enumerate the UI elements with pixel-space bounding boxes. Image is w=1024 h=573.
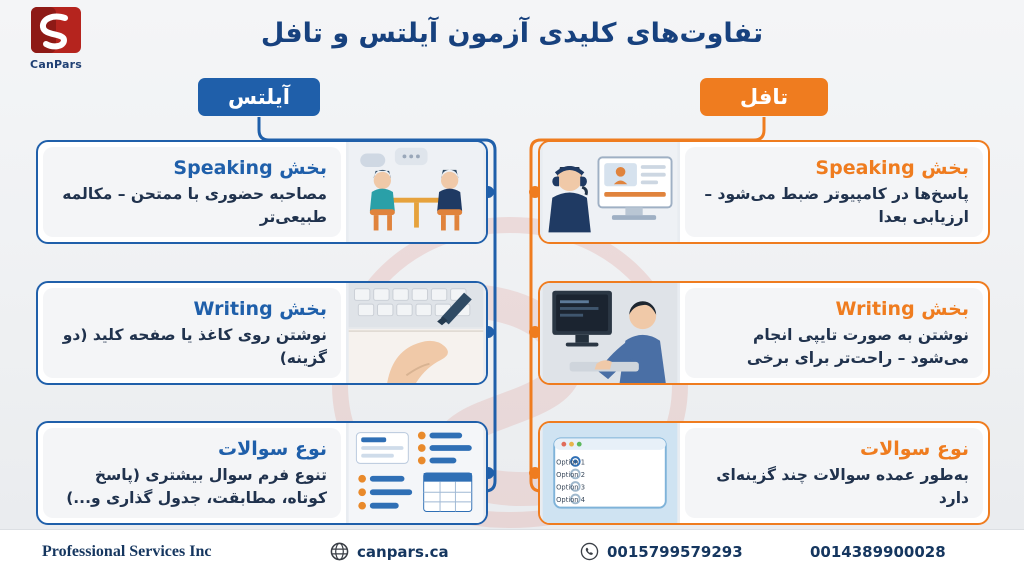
forms-lists-tables-icons bbox=[346, 423, 486, 523]
card-ielts-question-types bbox=[36, 421, 488, 525]
footer-company: Professional Services Inc bbox=[42, 542, 212, 560]
card-text: به‌طور عمده سوالات چند گزینه‌ای دارد bbox=[716, 466, 969, 507]
card-heading: بخش Speaking bbox=[173, 157, 327, 180]
card-toefl-speaking bbox=[538, 140, 990, 244]
footer-bar bbox=[0, 529, 1024, 573]
card-toefl-question-types bbox=[538, 421, 990, 525]
column-header-toefl: تافل bbox=[700, 78, 828, 116]
footer-phone-1[interactable] bbox=[580, 542, 743, 561]
svg-text:Option 3: Option 3 bbox=[556, 483, 585, 492]
footer-phone-2[interactable] bbox=[810, 543, 946, 561]
svg-text:Option 4: Option 4 bbox=[556, 495, 585, 504]
column-header-ielts: آیلتس bbox=[198, 78, 320, 116]
card-ielts-writing bbox=[36, 281, 488, 385]
card-heading: نوع سوالات bbox=[860, 438, 969, 461]
card-text: تنوع فرم سوال بیشتری (پاسخ کوتاه، مطابقت، جدول گذاری و...) bbox=[66, 466, 327, 507]
card-text: نوشتن به صورت تایپی انجام می‌شود – راحت‌تر برای برخی bbox=[746, 326, 969, 367]
person-typing-at-desktop-photo bbox=[540, 283, 680, 383]
footer-website[interactable] bbox=[330, 542, 449, 561]
card-text: مصاحبه حضوری با ممتحن – مکالمه طبیعی‌تر bbox=[62, 185, 327, 226]
card-heading: بخش Writing bbox=[835, 298, 969, 321]
footer-phone-2-text: 0014389900028 bbox=[810, 542, 946, 561]
svg-text:Option 1: Option 1 bbox=[556, 458, 585, 467]
footer-website-text: canpars.ca bbox=[357, 542, 449, 561]
card-toefl-writing bbox=[538, 281, 990, 385]
card-heading: بخش Speaking bbox=[815, 157, 969, 180]
multiple-choice-screen-illustration bbox=[540, 423, 680, 523]
brand-logo-text: CanPars bbox=[30, 58, 82, 71]
footer-phone-1-text: 0015799579293 bbox=[607, 542, 743, 561]
globe-icon bbox=[330, 542, 349, 561]
card-text: نوشتن روی کاغذ یا صفحه کلید (دو گزینه) bbox=[62, 326, 327, 367]
whatsapp-icon bbox=[580, 542, 599, 561]
hand-writing-with-pen-photo bbox=[346, 283, 486, 383]
interview-two-people-illustration bbox=[346, 142, 486, 242]
svg-text:Option 2: Option 2 bbox=[556, 470, 585, 479]
card-heading: نوع سوالات bbox=[218, 438, 327, 461]
card-heading: بخش Writing bbox=[193, 298, 327, 321]
card-ielts-speaking bbox=[36, 140, 488, 244]
headset-person-at-monitor-illustration bbox=[540, 142, 680, 242]
page-title: تفاوت‌های کلیدی آزمون آیلتس و تافل bbox=[260, 18, 764, 49]
card-text: پاسخ‌ها در کامپیوتر ضبط می‌شود – ارزیابی بعدا bbox=[704, 185, 969, 226]
